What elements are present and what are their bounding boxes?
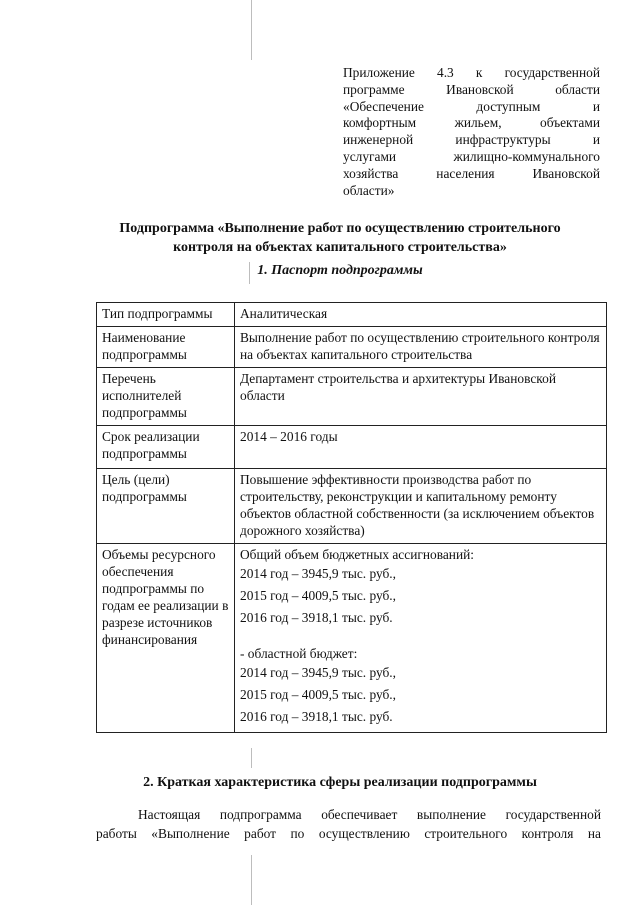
funding-regional-year: 2016 год – 3918,1 тыс. руб.: [240, 709, 393, 724]
row-value: Департамент строительства и архитектуры Ивановской области: [235, 368, 607, 426]
funding-regional-year: 2015 год – 4009,5 тыс. руб.,: [240, 687, 397, 702]
scan-mark: [251, 0, 252, 60]
table-row: [97, 327, 607, 368]
row-label: Цель (цели) подпрограммы: [97, 469, 235, 544]
funding-regional-year: 2014 год – 3945,9 тыс. руб.,: [240, 665, 397, 680]
appendix-line: программе Ивановской области: [343, 81, 600, 97]
table-row: [97, 426, 607, 469]
row-label: Срок реализации подпрограммы: [97, 426, 235, 469]
subprogram-title: [80, 219, 600, 257]
row-label: Наименование подпрограммы: [97, 327, 235, 368]
row-label: Тип подпрограммы: [97, 303, 235, 327]
passport-table: [96, 302, 607, 733]
appendix-line: услугами жилищно-коммунального: [343, 148, 600, 164]
scan-mark: [251, 748, 252, 768]
row-value: 2014 – 2016 годы: [235, 426, 607, 469]
funding-regional-heading: - областной бюджет:: [240, 646, 358, 661]
funding-total-year: 2014 год – 3945,9 тыс. руб.,: [240, 566, 397, 581]
appendix-line: инженерной инфраструктуры и: [343, 132, 600, 148]
section-heading-passport: 1. Паспорт подпрограммы: [257, 263, 423, 278]
spacer: [240, 629, 601, 645]
row-value: Выполнение работ по осуществлению строительного контроля на объектах капитального строительства: [235, 327, 607, 368]
table-row: [97, 469, 607, 544]
funding-total-year: 2016 год – 3918,1 тыс. руб.: [240, 610, 393, 625]
appendix-note: [343, 65, 600, 199]
table-row: [97, 303, 607, 327]
row-label: Объемы ресурсного обеспечения подпрограммы по годам ее реализации в разрезе источников финансирования: [97, 544, 235, 733]
section-heading-characteristics: 2. Краткая характеристика сферы реализации подпрограммы: [143, 775, 537, 790]
paragraph-line: работы «Выполнение работ по осуществлению строительного контроля на: [96, 826, 601, 841]
paragraph-line: Настоящая подпрограмма обеспечивает выполнение государственной: [138, 807, 601, 822]
table-row: [97, 368, 607, 426]
subprogram-title-line: контроля на объектах капитального строительства»: [173, 240, 507, 255]
funding-total-year: 2015 год – 4009,5 тыс. руб.,: [240, 588, 397, 603]
funding-total-heading: Общий объем бюджетных ассигнований:: [240, 547, 475, 562]
scan-mark: [251, 855, 252, 905]
body-paragraph: [96, 805, 601, 843]
appendix-line: области»: [343, 182, 395, 198]
appendix-line: «Обеспечение доступным и: [343, 98, 600, 114]
appendix-line: Приложение 4.3 к государственной: [343, 65, 600, 80]
appendix-line: хозяйства населения Ивановской: [343, 165, 600, 181]
row-label: Перечень исполнителей подпрограммы: [97, 368, 235, 426]
funding-value: [235, 544, 607, 733]
appendix-line: комфортным жильем, объектами: [343, 115, 600, 131]
table-row: [97, 544, 607, 733]
row-value: Аналитическая: [235, 303, 607, 327]
subprogram-title-line: Подпрограмма «Выполнение работ по осуществлению строительного: [119, 221, 561, 236]
row-value: Повышение эффективности производства работ по строительству, реконструкции и капитальному ремонту объектов областной собственности (за исключением объектов дорожного хозяйства): [235, 469, 607, 544]
